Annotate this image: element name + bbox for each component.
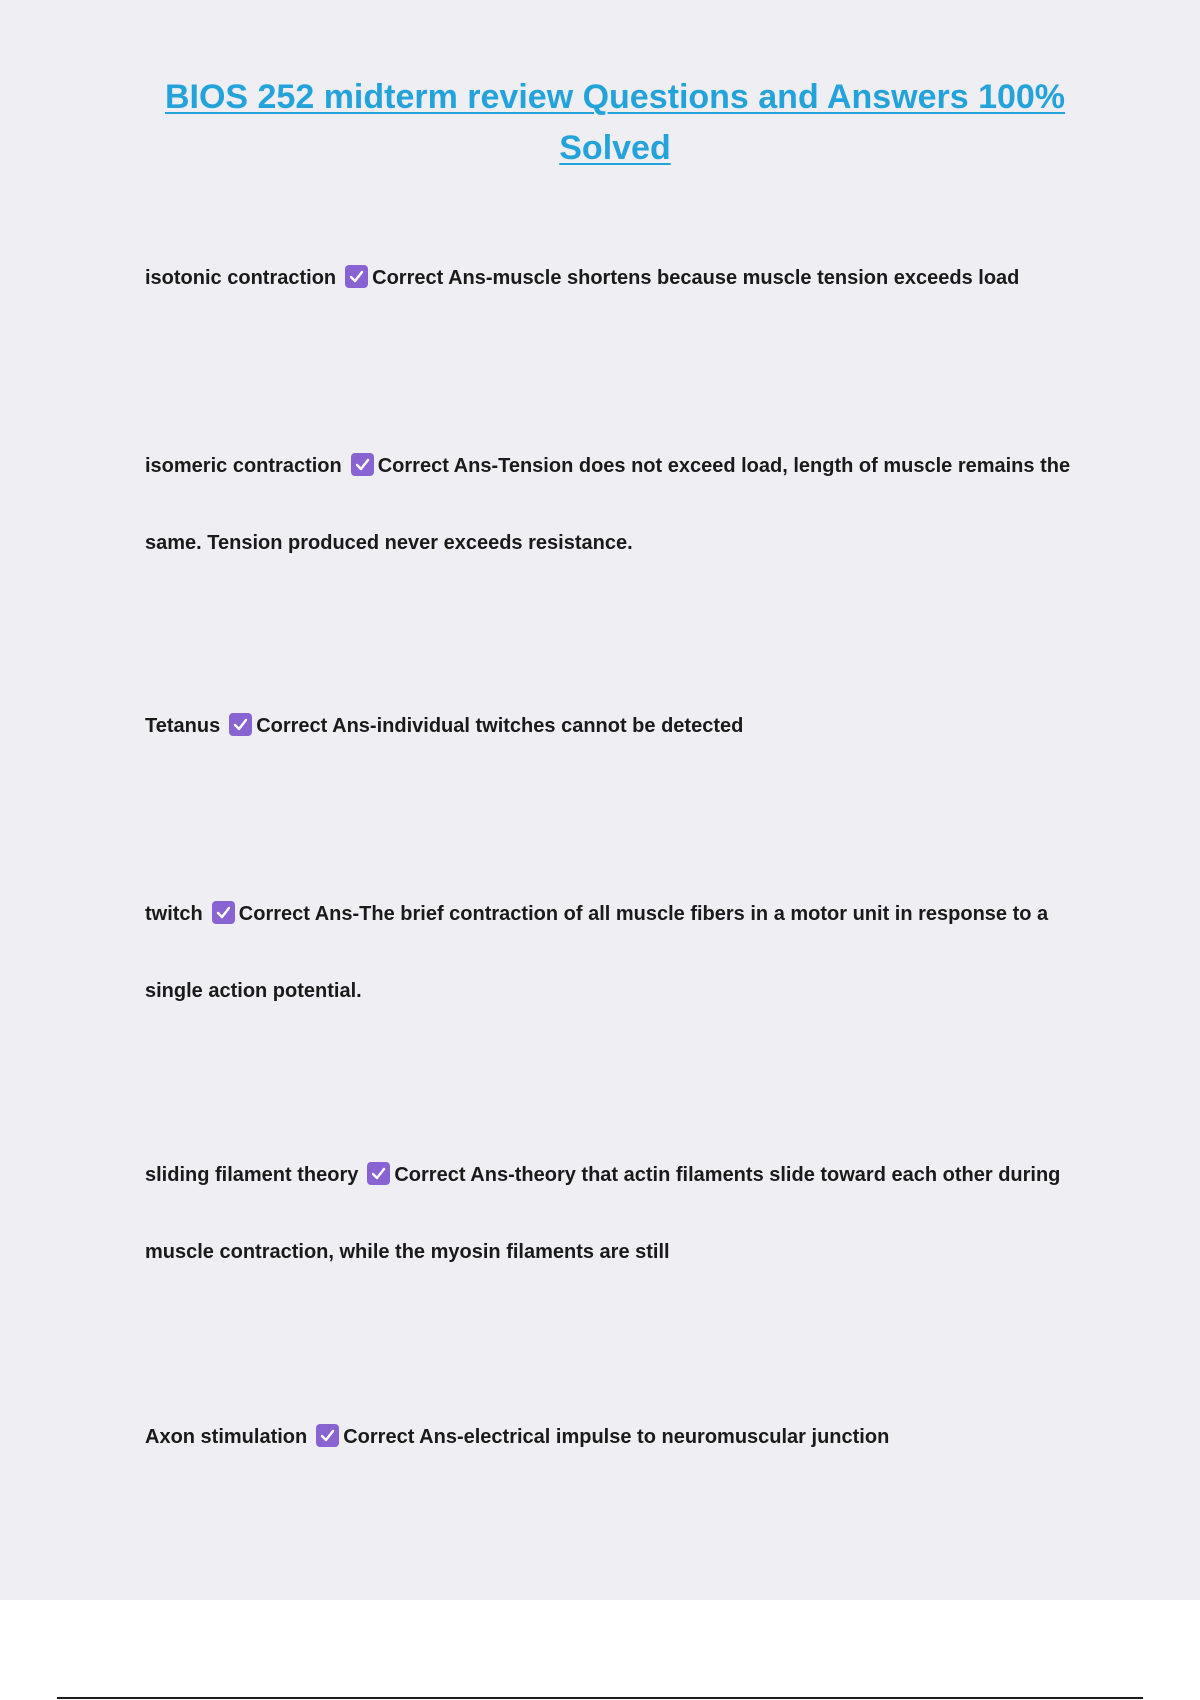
checkbox-checked-icon bbox=[212, 901, 235, 924]
checkbox-checked-icon bbox=[316, 1424, 339, 1447]
qa-term: isomeric contraction bbox=[145, 455, 342, 477]
qa-term: sliding filament theory bbox=[145, 1164, 359, 1186]
qa-answer: Correct Ans-individual twitches cannot be detected bbox=[256, 715, 744, 737]
qa-answer: Correct Ans-muscle shortens because muscle tension exceeds load bbox=[372, 267, 1020, 289]
checkbox-checked-icon bbox=[229, 713, 252, 736]
qa-item bbox=[145, 428, 1085, 582]
qa-term: twitch bbox=[145, 903, 203, 925]
qa-answer: Correct Ans-electrical impulse to neuromuscular junction bbox=[343, 1426, 890, 1448]
checkbox-checked-icon bbox=[345, 265, 368, 288]
qa-answer: Correct Ans-theory that actin filaments slide toward each other during muscle contraction, while the myosin filaments are still bbox=[145, 1164, 1061, 1263]
qa-item bbox=[145, 876, 1085, 1030]
qa-answer: Correct Ans-Tension does not exceed load, length of muscle remains the same. Tension produced never exceeds resistance. bbox=[145, 455, 1071, 554]
qa-item bbox=[145, 1399, 1085, 1476]
document-title-link[interactable]: BIOS 252 midterm review Questions and Answers 100% Solved bbox=[164, 78, 1066, 167]
qa-answer: Correct Ans-The brief contraction of all muscle fibers in a motor unit in response to a single action potential. bbox=[145, 903, 1049, 1002]
checkbox-checked-icon bbox=[351, 453, 374, 476]
footer-divider bbox=[57, 1697, 1143, 1699]
qa-item bbox=[145, 688, 1085, 765]
qa-term: Axon stimulation bbox=[145, 1426, 308, 1448]
qa-term: Tetanus bbox=[145, 715, 221, 737]
checkbox-checked-icon bbox=[367, 1162, 390, 1185]
qa-term: isotonic contraction bbox=[145, 267, 337, 289]
qa-item bbox=[145, 240, 1085, 317]
qa-item bbox=[145, 1137, 1085, 1291]
